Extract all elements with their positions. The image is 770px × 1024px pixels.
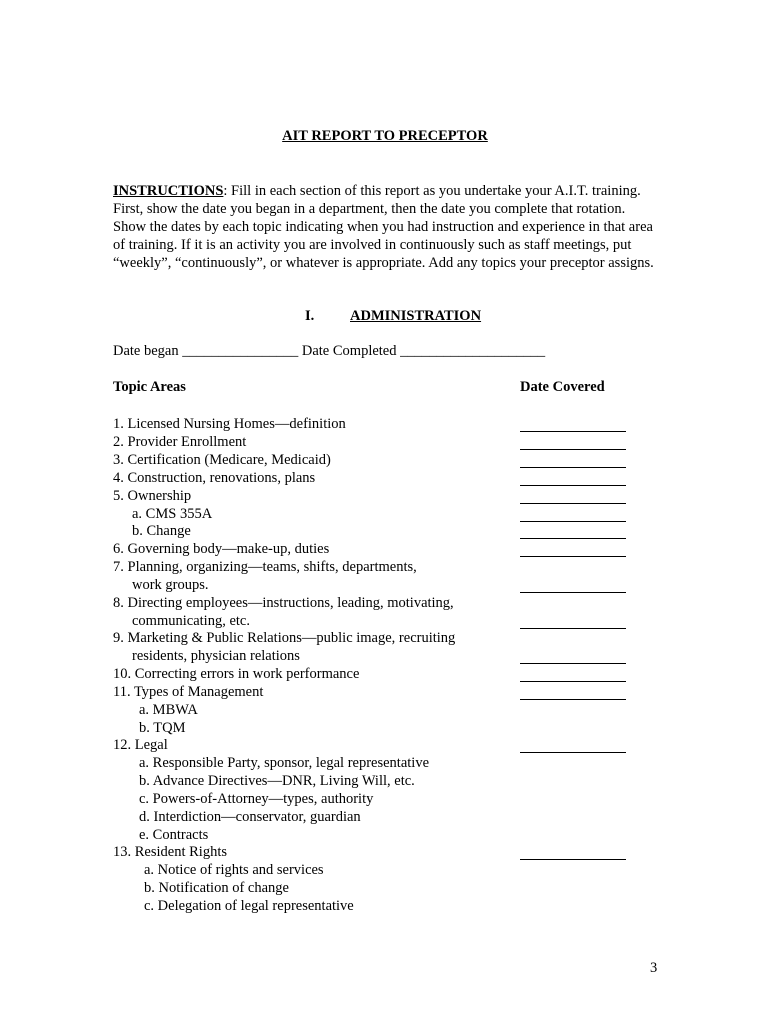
topic-item-continued: communicating, etc. [132, 613, 250, 629]
date-covered-blank[interactable] [520, 556, 626, 557]
date-covered-blank[interactable] [520, 699, 626, 700]
topic-item-continued: work groups. [132, 577, 209, 593]
topic-subitem: c. Delegation of legal representative [144, 898, 354, 914]
topic-subitem: a. Notice of rights and services [144, 862, 324, 878]
date-covered-blank[interactable] [520, 592, 626, 593]
date-covered-blank[interactable] [520, 449, 626, 450]
topic-subitem: b. TQM [139, 720, 186, 736]
date-covered-blank[interactable] [520, 521, 626, 522]
topic-item: 2. Provider Enrollment [113, 434, 247, 450]
topic-item: 8. Directing employees—instructions, leading, motivating, [113, 595, 454, 611]
date-covered-blank[interactable] [520, 859, 626, 860]
topic-item: 3. Certification (Medicare, Medicaid) [113, 452, 331, 468]
instructions-label: INSTRUCTIONS [113, 183, 224, 199]
topic-areas-header: Topic Areas [113, 379, 186, 395]
date-covered-blank[interactable] [520, 628, 626, 629]
topic-item: 9. Marketing & Public Relations—public image, recruiting [113, 630, 456, 646]
date-covered-blank[interactable] [520, 503, 626, 504]
date-covered-blank[interactable] [520, 485, 626, 486]
date-covered-blank[interactable] [520, 431, 626, 432]
topic-item-continued: residents, physician relations [132, 648, 300, 664]
topic-item: 12. Legal [113, 737, 168, 753]
topic-item: 7. Planning, organizing—teams, shifts, departments, [113, 559, 417, 575]
topic-item: 6. Governing body—make-up, duties [113, 541, 330, 557]
document-title: AIT REPORT TO PRECEPTOR [282, 128, 488, 144]
topic-subitem: a. Responsible Party, sponsor, legal representative [139, 755, 430, 771]
topic-item: 5. Ownership [113, 488, 192, 504]
instructions-text: : Fill in each section of this report as you undertake your A.I.T. training. First, show the date you began in a department, then the date you complete that rotation. Show the dates by each topic indicating when you had instruction and experience in that area of training. If it is an activity you are involved in continuously such as staff meetings, put “weekly”, “continuously”, or whatever is appropriate. Add any topics your preceptor assigns. [113, 183, 654, 271]
date-covered-header: Date Covered [520, 379, 605, 395]
topic-subitem: e. Contracts [139, 827, 209, 843]
topic-item: 11. Types of Management [113, 684, 264, 700]
topic-subitem: d. Interdiction—conservator, guardian [139, 809, 361, 825]
topic-item: 10. Correcting errors in work performance [113, 666, 360, 682]
date-began-completed-line[interactable]: Date began ________________ Date Completed ____________________ [113, 343, 546, 359]
section-title: ADMINISTRATION [350, 308, 482, 324]
page-number: 3 [650, 960, 658, 976]
topic-item: 1. Licensed Nursing Homes—definition [113, 416, 346, 432]
topic-subitem: a. MBWA [139, 702, 198, 718]
instructions-paragraph [113, 182, 658, 272]
date-covered-blank[interactable] [520, 681, 626, 682]
topic-item: 4. Construction, renovations, plans [113, 470, 316, 486]
topic-item: 13. Resident Rights [113, 844, 227, 860]
section-number: I. [305, 308, 315, 324]
topic-subitem: c. Powers-of-Attorney—types, authority [139, 791, 374, 807]
date-covered-blank[interactable] [520, 538, 626, 539]
topic-subitem: b. Advance Directives—DNR, Living Will, etc. [139, 773, 415, 789]
topic-subitem: b. Change [132, 523, 191, 539]
topic-subitem: b. Notification of change [144, 880, 289, 896]
date-covered-blank[interactable] [520, 467, 626, 468]
topic-subitem: a. CMS 355A [132, 506, 213, 522]
date-covered-blank[interactable] [520, 752, 626, 753]
date-covered-blank[interactable] [520, 663, 626, 664]
